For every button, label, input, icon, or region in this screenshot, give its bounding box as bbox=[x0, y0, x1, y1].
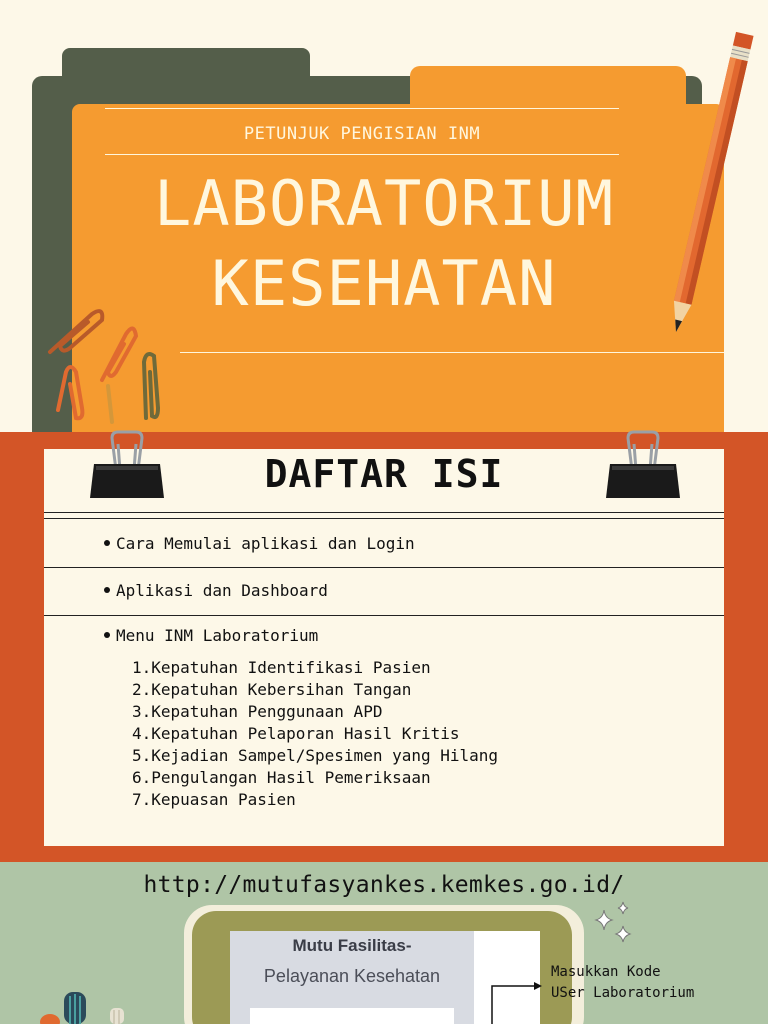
cover-title-line: LABORATORIUM bbox=[154, 167, 614, 240]
divider-line bbox=[180, 352, 724, 353]
cover-subtitle: PETUNJUK PENGISIAN INM bbox=[243, 124, 481, 144]
contents-sub-item: 4.Kepatuhan Pelaporan Hasil Kritis bbox=[132, 724, 460, 743]
instruction-line: USer Laboratorium bbox=[551, 985, 695, 1001]
instruction-note bbox=[551, 962, 694, 1004]
divider-line bbox=[105, 108, 619, 109]
divider-line bbox=[44, 518, 724, 519]
sparkle-icon bbox=[590, 902, 638, 948]
pencil-icon bbox=[660, 24, 760, 354]
divider-line bbox=[105, 154, 619, 155]
divider-line bbox=[44, 615, 724, 616]
screen-subtitle: Pelayanan Kesehatan bbox=[263, 966, 441, 986]
instruction-line: Masukkan Kode bbox=[551, 964, 661, 980]
paper-clip-icon bbox=[40, 300, 170, 435]
login-input-field[interactable] bbox=[250, 1008, 454, 1024]
contents-title: DAFTAR ISI bbox=[264, 452, 504, 496]
bullet-dot bbox=[104, 587, 110, 593]
contents-bullet-item: Aplikasi dan Dashboard bbox=[104, 581, 328, 600]
contents-sub-item: 3.Kepatuhan Penggunaan APD bbox=[132, 702, 383, 721]
website-url: http://mutufasyankes.kemkes.go.id/ bbox=[143, 872, 625, 898]
bullet-dot bbox=[104, 540, 110, 546]
contents-sublist bbox=[132, 657, 498, 811]
screen-title: Mutu Fasilitas- bbox=[292, 936, 412, 955]
plant-icon bbox=[36, 990, 136, 1024]
contents-bullet-item: Menu INM Laboratorium bbox=[104, 626, 318, 645]
contents-sub-item: 2.Kepatuhan Kebersihan Tangan bbox=[132, 680, 412, 699]
bullet-dot bbox=[104, 632, 110, 638]
contents-sub-item: 7.Kepuasan Pasien bbox=[132, 790, 296, 809]
contents-sub-item: 5.Kejadian Sampel/Spesimen yang Hilang bbox=[132, 746, 499, 765]
cover-title-line: KESEHATAN bbox=[211, 247, 557, 320]
contents-bullet-item: Cara Memulai aplikasi dan Login bbox=[104, 534, 415, 553]
contents-sub-item: 6.Pengulangan Hasil Pemeriksaan bbox=[132, 768, 431, 787]
divider-line bbox=[44, 567, 724, 568]
contents-sub-item: 1.Kepatuhan Identifikasi Pasien bbox=[132, 658, 431, 677]
divider-line bbox=[44, 512, 724, 513]
arrow-icon bbox=[484, 976, 544, 1024]
